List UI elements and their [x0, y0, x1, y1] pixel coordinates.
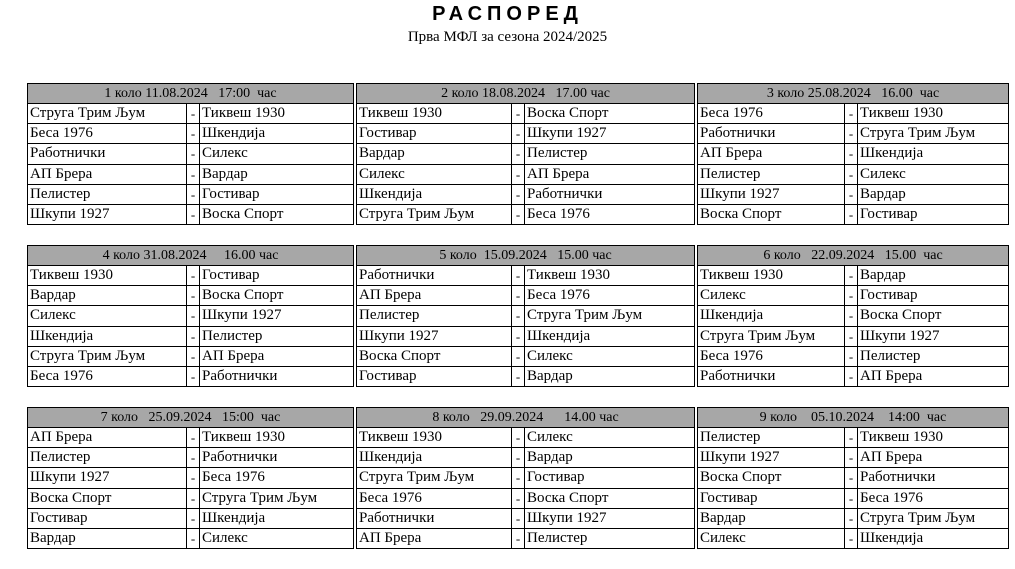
round-table-7 — [27, 407, 354, 549]
match-row — [28, 185, 353, 205]
match-row — [357, 489, 694, 509]
match-row — [357, 144, 694, 164]
match-separator: - — [844, 266, 858, 285]
away-team: Струга Трим Љум — [860, 509, 976, 526]
away-team: Силекс — [860, 165, 906, 182]
away-team: Шкупи 1927 — [202, 307, 282, 324]
home-team: Беса 1976 — [30, 367, 93, 384]
match-row — [357, 306, 694, 326]
home-team: Струга Трим Љум — [700, 327, 816, 344]
away-team: Пелистер — [202, 327, 263, 344]
match-separator: - — [186, 165, 200, 184]
match-row — [28, 448, 353, 468]
home-team: Гостивар — [359, 367, 417, 384]
match-row — [357, 124, 694, 144]
match-row — [28, 327, 353, 347]
match-separator: - — [186, 448, 200, 467]
match-row — [698, 367, 1008, 387]
match-separator: - — [186, 144, 200, 163]
round-header: 3 коло 25.08.2024 16.00 час — [698, 84, 1008, 104]
home-team: Беса 1976 — [700, 347, 763, 364]
away-team: Вардар — [860, 185, 906, 202]
match-separator: - — [186, 489, 200, 508]
home-team: АП Брера — [359, 529, 422, 546]
match-row — [357, 185, 694, 205]
match-separator: - — [844, 347, 858, 366]
match-separator: - — [844, 104, 858, 123]
home-team: Шкендија — [30, 327, 94, 344]
match-separator: - — [511, 529, 525, 549]
home-team: Беса 1976 — [700, 105, 763, 121]
match-row — [698, 286, 1008, 306]
match-separator: - — [844, 165, 858, 184]
match-row — [28, 205, 353, 225]
home-team: Работнички — [359, 509, 435, 526]
away-team: Гостивар — [202, 185, 260, 202]
match-separator: - — [844, 124, 858, 143]
match-separator: - — [844, 448, 858, 467]
match-separator: - — [844, 185, 858, 204]
match-separator: - — [511, 327, 525, 346]
match-row — [698, 205, 1008, 225]
match-row — [28, 124, 353, 144]
away-team: АП Брера — [860, 449, 923, 466]
match-separator: - — [511, 306, 525, 325]
away-team: Вардар — [527, 449, 573, 466]
match-separator: - — [844, 205, 858, 225]
home-team: Шкупи 1927 — [700, 449, 780, 466]
match-row — [28, 144, 353, 164]
match-separator: - — [844, 327, 858, 346]
match-separator: - — [186, 205, 200, 225]
match-row — [357, 327, 694, 347]
round-table-4 — [27, 245, 354, 387]
home-team: Струга Трим Љум — [30, 347, 146, 364]
match-separator: - — [186, 185, 200, 204]
match-separator: - — [511, 428, 525, 447]
home-team: Воска Спорт — [700, 205, 782, 222]
home-team: Пелистер — [30, 449, 91, 466]
away-team: Силекс — [202, 529, 248, 546]
home-team: Шкупи 1927 — [30, 469, 110, 486]
match-separator: - — [511, 489, 525, 508]
away-team: Шкендија — [527, 327, 591, 344]
away-team: Беса 1976 — [202, 469, 265, 486]
match-separator: - — [186, 529, 200, 549]
home-team: Воска Спорт — [359, 347, 441, 364]
match-row — [357, 347, 694, 367]
home-team: Гостивар — [700, 489, 758, 506]
match-separator: - — [186, 286, 200, 305]
home-team: Гостивар — [359, 125, 417, 142]
match-separator: - — [844, 489, 858, 508]
home-team: Вардар — [359, 145, 405, 162]
home-team: Вардар — [30, 529, 76, 546]
home-team: Струга Трим Љум — [30, 105, 146, 121]
away-team: Беса 1976 — [860, 489, 923, 506]
match-separator: - — [186, 266, 200, 285]
match-row — [698, 428, 1008, 448]
home-team: АП Брера — [30, 165, 93, 182]
match-row — [28, 286, 353, 306]
away-team: Шкупи 1927 — [527, 509, 607, 526]
away-team: Тиквеш 1930 — [202, 429, 286, 445]
away-team: Беса 1976 — [527, 205, 590, 222]
home-team: Шкендија — [359, 185, 423, 202]
match-separator: - — [844, 468, 858, 487]
away-team: Тиквеш 1930 — [202, 105, 286, 121]
home-team: Силекс — [700, 287, 746, 304]
home-team: Шкупи 1927 — [359, 327, 439, 344]
match-separator: - — [844, 286, 858, 305]
round-header: 7 коло 25.09.2024 15:00 час — [28, 408, 353, 428]
match-row — [698, 306, 1008, 326]
match-separator: - — [511, 347, 525, 366]
match-row — [28, 165, 353, 185]
round-header: 8 коло 29.09.2024 14.00 час — [357, 408, 694, 428]
away-team: Работнички — [860, 469, 936, 486]
away-team: Воска Спорт — [202, 205, 284, 222]
match-row — [698, 144, 1008, 164]
away-team: Шкендија — [202, 125, 266, 142]
round-header: 5 коло 15.09.2024 15.00 час — [357, 246, 694, 266]
match-row — [28, 367, 353, 387]
away-team: Работнички — [202, 449, 278, 466]
round-table-9 — [697, 407, 1009, 549]
match-row — [28, 489, 353, 509]
match-row — [28, 509, 353, 529]
home-team: Пелистер — [700, 429, 761, 445]
away-team: Воска Спорт — [527, 105, 609, 121]
home-team: Силекс — [30, 307, 76, 324]
away-team: Гостивар — [860, 205, 918, 222]
match-separator: - — [511, 367, 525, 387]
home-team: Вардар — [700, 509, 746, 526]
match-separator: - — [186, 124, 200, 143]
away-team: Тиквеш 1930 — [527, 267, 611, 283]
match-row — [357, 367, 694, 387]
away-team: Вардар — [860, 267, 906, 283]
away-team: Шкупи 1927 — [860, 327, 940, 344]
home-team: Шкупи 1927 — [30, 205, 110, 222]
match-separator: - — [844, 306, 858, 325]
round-table-5 — [356, 245, 695, 387]
match-separator: - — [511, 144, 525, 163]
match-separator: - — [511, 286, 525, 305]
away-team: Силекс — [202, 145, 248, 162]
away-team: Пелистер — [860, 347, 921, 364]
match-row — [698, 266, 1008, 286]
match-row — [698, 468, 1008, 488]
match-separator: - — [186, 327, 200, 346]
round-table-6 — [697, 245, 1009, 387]
home-team: АП Брера — [359, 287, 422, 304]
round-table-2 — [356, 83, 695, 225]
round-table-3 — [697, 83, 1009, 225]
away-team: Пелистер — [527, 529, 588, 546]
match-separator: - — [186, 104, 200, 123]
match-row — [357, 509, 694, 529]
away-team: Работнички — [527, 185, 603, 202]
match-separator: - — [844, 509, 858, 528]
away-team: АП Брера — [202, 347, 265, 364]
home-team: Работнички — [359, 267, 435, 283]
match-separator: - — [511, 124, 525, 143]
match-row — [357, 165, 694, 185]
match-row — [357, 266, 694, 286]
match-separator: - — [511, 448, 525, 467]
match-separator: - — [844, 428, 858, 447]
home-team: Работнички — [30, 145, 106, 162]
away-team: Воска Спорт — [527, 489, 609, 506]
away-team: Гостивар — [202, 267, 260, 283]
match-separator: - — [186, 347, 200, 366]
home-team: Пелистер — [359, 307, 420, 324]
match-row — [357, 468, 694, 488]
round-header: 4 коло 31.08.2024 16.00 час — [28, 246, 353, 266]
match-separator: - — [511, 468, 525, 487]
home-team: Силекс — [359, 165, 405, 182]
round-header: 9 коло 05.10.2024 14:00 час — [698, 408, 1008, 428]
away-team: Вардар — [527, 367, 573, 384]
home-team: Шкупи 1927 — [700, 185, 780, 202]
home-team: Воска Спорт — [30, 489, 112, 506]
home-team: Гостивар — [30, 509, 88, 526]
match-row — [357, 428, 694, 448]
away-team: АП Брера — [527, 165, 590, 182]
match-row — [28, 529, 353, 549]
home-team: Шкендија — [700, 307, 764, 324]
away-team: Шкендија — [202, 509, 266, 526]
away-team: Шкендија — [860, 145, 924, 162]
away-team: Силекс — [527, 347, 573, 364]
home-team: АП Брера — [30, 429, 93, 445]
match-row — [698, 185, 1008, 205]
page-subtitle: Прва МФЛ за сезона 2024/2025 — [407, 29, 608, 45]
away-team: Шкупи 1927 — [527, 125, 607, 142]
away-team: АП Брера — [860, 367, 923, 384]
home-team: Вардар — [30, 287, 76, 304]
match-separator: - — [186, 468, 200, 487]
match-row — [357, 104, 694, 124]
away-team: Струга Трим Љум — [527, 307, 643, 324]
match-separator: - — [511, 266, 525, 285]
home-team: Работнички — [700, 367, 776, 384]
match-separator: - — [844, 144, 858, 163]
home-team: Беса 1976 — [359, 489, 422, 506]
home-team: Беса 1976 — [30, 125, 93, 142]
round-header: 1 коло 11.08.2024 17:00 час — [28, 84, 353, 104]
home-team: Пелистер — [30, 185, 91, 202]
match-row — [357, 529, 694, 549]
round-table-1 — [27, 83, 354, 225]
match-row — [28, 468, 353, 488]
match-separator: - — [844, 529, 858, 549]
match-row — [698, 529, 1008, 549]
away-team: Тиквеш 1930 — [860, 429, 944, 445]
match-separator: - — [844, 367, 858, 387]
match-row — [698, 509, 1008, 529]
away-team: Шкендија — [860, 529, 924, 546]
away-team: Работнички — [202, 367, 278, 384]
match-row — [28, 347, 353, 367]
home-team: Шкендија — [359, 449, 423, 466]
home-team: Воска Спорт — [700, 469, 782, 486]
away-team: Вардар — [202, 165, 248, 182]
match-row — [28, 104, 353, 124]
match-separator: - — [511, 185, 525, 204]
match-row — [28, 306, 353, 326]
match-separator: - — [186, 509, 200, 528]
away-team: Воска Спорт — [860, 307, 942, 324]
match-separator: - — [511, 205, 525, 225]
page-title: РАСПОРЕД — [432, 3, 583, 25]
match-row — [357, 205, 694, 225]
away-team: Гостивар — [860, 287, 918, 304]
home-team: Тиквеш 1930 — [359, 105, 443, 121]
match-separator: - — [186, 428, 200, 447]
match-separator: - — [511, 509, 525, 528]
match-row — [698, 489, 1008, 509]
away-team: Струга Трим Љум — [202, 489, 318, 506]
match-separator: - — [186, 306, 200, 325]
match-row — [698, 327, 1008, 347]
round-table-8 — [356, 407, 695, 549]
match-row — [698, 347, 1008, 367]
away-team: Тиквеш 1930 — [860, 105, 944, 121]
match-row — [28, 266, 353, 286]
match-separator: - — [186, 367, 200, 387]
round-header: 2 коло 18.08.2024 17.00 час — [357, 84, 694, 104]
home-team: Струга Трим Љум — [359, 205, 475, 222]
away-team: Беса 1976 — [527, 287, 590, 304]
away-team: Силекс — [527, 429, 573, 445]
match-row — [698, 124, 1008, 144]
match-row — [698, 165, 1008, 185]
home-team: Работнички — [700, 125, 776, 142]
match-separator: - — [511, 165, 525, 184]
away-team: Пелистер — [527, 145, 588, 162]
away-team: Воска Спорт — [202, 287, 284, 304]
match-row — [357, 448, 694, 468]
match-row — [698, 448, 1008, 468]
home-team: АП Брера — [700, 145, 763, 162]
home-team: Тиквеш 1930 — [30, 267, 114, 283]
home-team: Тиквеш 1930 — [700, 267, 784, 283]
match-row — [28, 428, 353, 448]
match-separator: - — [511, 104, 525, 123]
away-team: Струга Трим Љум — [860, 125, 976, 142]
home-team: Тиквеш 1930 — [359, 429, 443, 445]
away-team: Гостивар — [527, 469, 585, 486]
home-team: Струга Трим Љум — [359, 469, 475, 486]
home-team: Пелистер — [700, 165, 761, 182]
home-team: Силекс — [700, 529, 746, 546]
match-row — [698, 104, 1008, 124]
match-row — [357, 286, 694, 306]
round-header: 6 коло 22.09.2024 15.00 час — [698, 246, 1008, 266]
